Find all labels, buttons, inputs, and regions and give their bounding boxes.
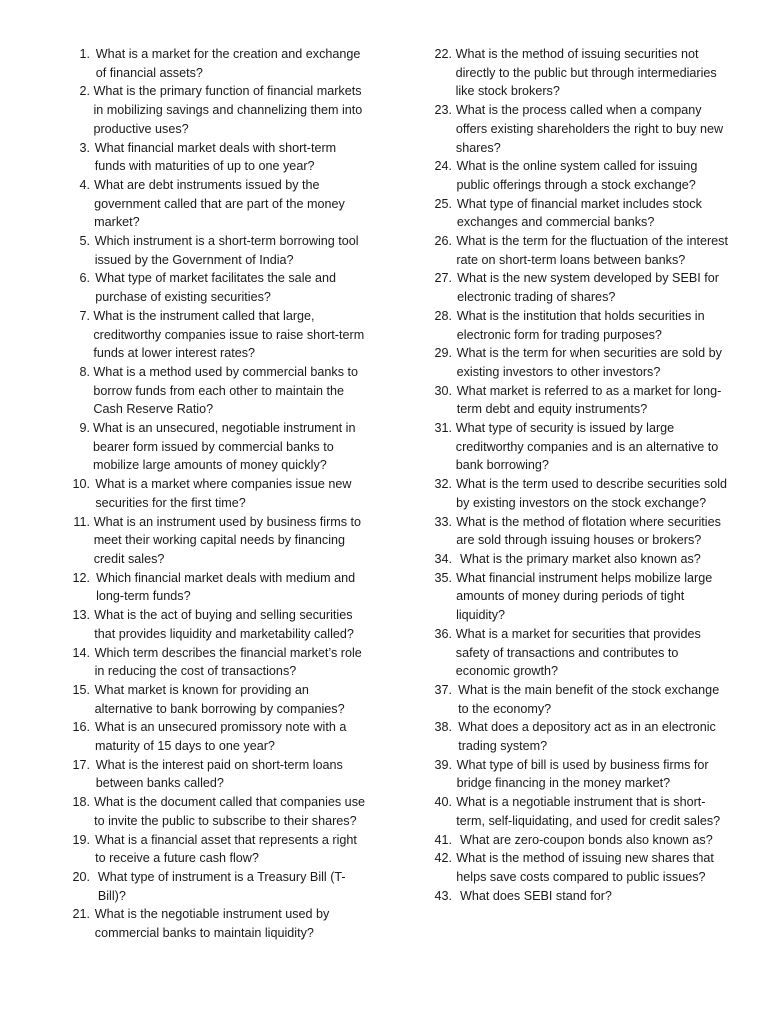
list-item — [58, 513, 368, 569]
list-item — [420, 157, 730, 194]
question-list-left — [58, 45, 368, 943]
question-number: 34. — [434, 551, 452, 566]
question-number: 16. — [72, 720, 90, 735]
list-item — [58, 82, 368, 138]
list-item — [420, 419, 730, 475]
question-number: 32. — [434, 477, 452, 492]
question-text: What is the negotiable instrument used by commercial banks to maintain liquidity? — [94, 907, 330, 941]
question-number: 19. — [72, 832, 90, 847]
question-text: What is the interest paid on short-term loans between banks called? — [95, 757, 343, 791]
question-number: 14. — [72, 645, 90, 660]
question-number: 43. — [434, 888, 452, 903]
list-item — [58, 905, 368, 942]
question-text: What does a depository act as in an electronic trading system? — [458, 720, 716, 754]
question-number: 12. — [72, 570, 90, 585]
question-text: Which instrument is a short-term borrowing tool issued by the Government of India? — [94, 234, 359, 267]
list-item — [420, 195, 730, 232]
question-number: 39. — [434, 757, 452, 772]
question-text: What is the institution that holds securities in electronic form for trading purposes? — [456, 308, 705, 342]
question-text: What is the method of flotation where securities are sold through issuing houses or brokers? — [456, 514, 721, 548]
question-number: 9. — [79, 421, 90, 436]
question-number: 17. — [72, 757, 90, 772]
list-item — [58, 176, 368, 232]
question-text: What financial instrument helps mobilize large amounts of money during periods of tight liquidity? — [456, 570, 713, 623]
question-number: 36. — [434, 626, 452, 641]
question-number: 38. — [434, 720, 452, 735]
list-item — [58, 868, 368, 905]
question-text: What is the online system called for issuing public offerings through a stock exchange? — [456, 159, 698, 192]
list-item — [420, 625, 730, 681]
question-text: Which financial market deals with medium and long-term funds? — [96, 570, 356, 604]
list-item — [58, 606, 368, 643]
list-item — [58, 718, 368, 755]
question-number: 8. — [79, 364, 90, 379]
question-text: What market is referred to as a market for long-term debt and equity instruments? — [456, 383, 722, 417]
list-item — [58, 831, 368, 868]
question-number: 20. — [72, 869, 90, 884]
list-item — [58, 756, 368, 793]
question-text: What is a negotiable instrument that is short-term, self-liquidating, and used for credit sales? — [456, 795, 721, 828]
question-text: What is the document called that companies use to invite the public to subscribe to their shares? — [94, 795, 365, 828]
list-item — [420, 269, 730, 306]
question-text: What is the term used to describe securities sold by existing investors on the stock exchange? — [456, 477, 728, 510]
question-text: What is the process called when a company offers existing shareholders the right to buy new shares? — [455, 103, 724, 155]
list-item — [58, 45, 368, 82]
question-text: What type of bill is used by business firms for bridge financing in the money market? — [456, 757, 709, 791]
question-number: 21. — [72, 907, 90, 922]
question-text: What is the instrument called that large, creditworthy companies issue to raise short-term funds at lower interest rates? — [93, 308, 365, 361]
list-item — [58, 419, 368, 475]
question-number: 6. — [79, 271, 90, 286]
list-item — [420, 101, 730, 157]
list-item — [58, 793, 368, 830]
question-text: What are debt instruments issued by the government called that are part of the money market? — [94, 177, 345, 230]
question-number: 1. — [79, 47, 90, 61]
question-text: What financial market deals with short-term funds with maturities of up to one year? — [94, 140, 337, 174]
list-item — [58, 307, 368, 363]
list-item — [420, 849, 730, 886]
list-item — [420, 45, 730, 101]
list-item — [58, 681, 368, 718]
question-number: 41. — [434, 832, 452, 847]
question-list-right — [420, 45, 730, 905]
question-text: What is an unsecured, negotiable instrument in bearer form issued by commercial banks to mobilize large amounts of money quickly? — [92, 421, 356, 473]
question-number: 27. — [434, 271, 452, 286]
question-text: What is an instrument used by business firms to meet their working capital needs by financing credit sales? — [93, 514, 362, 566]
list-item — [420, 232, 730, 269]
question-number: 33. — [434, 514, 452, 529]
question-number: 11. — [73, 514, 90, 529]
question-text: What is the term for the fluctuation of the interest rate on short-term loans between banks? — [456, 234, 728, 267]
list-item — [58, 644, 368, 681]
question-text: What is the new system developed by SEBI for electronic trading of shares? — [457, 271, 719, 305]
list-item — [420, 681, 730, 718]
list-item — [420, 513, 730, 550]
question-number: 3. — [79, 140, 90, 155]
question-text: What type of market facilitates the sale and purchase of existing securities? — [95, 271, 337, 305]
question-number: 42. — [434, 851, 452, 866]
question-text: What is the method of issuing new shares that helps save costs compared to public issues? — [456, 851, 714, 884]
question-text: What is the primary market also known as? — [460, 551, 701, 566]
question-text: What type of instrument is a Treasury Bill (T-Bill)? — [97, 869, 346, 903]
question-number: 23. — [434, 103, 452, 118]
question-number: 18. — [72, 795, 90, 810]
question-number: 31. — [434, 421, 452, 436]
list-item — [420, 475, 730, 512]
question-number: 2. — [79, 84, 90, 99]
question-number: 25. — [434, 196, 452, 211]
list-item — [58, 475, 368, 512]
list-item — [58, 569, 368, 606]
question-number: 4. — [79, 177, 90, 192]
question-number: 29. — [434, 346, 452, 361]
list-item — [420, 793, 730, 830]
question-text: What is an unsecured promissory note with a maturity of 15 days to one year? — [95, 720, 347, 754]
question-number: 10. — [72, 477, 90, 492]
list-item — [420, 831, 730, 850]
question-number: 35. — [434, 570, 452, 585]
question-number: 40. — [434, 795, 452, 810]
list-item — [420, 756, 730, 793]
question-text: What type of security is issued by large creditworthy companies and is an alternative to bank borrowing? — [455, 421, 719, 473]
question-number: 15. — [72, 682, 90, 697]
question-text: What does SEBI stand for? — [460, 888, 612, 903]
list-item — [420, 887, 730, 906]
list-item — [420, 382, 730, 419]
list-item — [58, 269, 368, 306]
question-text: What are zero-coupon bonds also known as? — [460, 832, 713, 847]
question-number: 26. — [434, 234, 452, 249]
list-item — [420, 307, 730, 344]
question-number: 37. — [434, 682, 452, 697]
question-text: What is a market where companies issue new securities for the first time? — [95, 477, 352, 510]
question-number: 7. — [79, 308, 90, 323]
question-text: What is a market for securities that provides safety of transactions and contributes to economic growth? — [455, 626, 701, 679]
question-text: What is the method of issuing securities not directly to the public but through intermediaries like stock brokers? — [455, 47, 717, 99]
question-text: What type of financial market includes stock exchanges and commercial banks? — [456, 196, 702, 230]
list-item — [58, 363, 368, 419]
question-number: 13. — [72, 608, 90, 623]
list-item — [58, 232, 368, 269]
question-text: What is the term for when securities are sold by existing investors to other investors? — [456, 346, 722, 379]
list-item — [420, 569, 730, 625]
question-number: 22. — [434, 47, 452, 61]
question-text: What is a method used by commercial banks to borrow funds from each other to maintain the Cash Reserve Ratio? — [93, 364, 359, 417]
question-text: What market is known for providing an alternative to bank borrowing by companies? — [94, 682, 345, 716]
list-item — [420, 550, 730, 569]
question-number: 24. — [434, 159, 452, 174]
list-item — [420, 718, 730, 755]
question-text: What is a market for the creation and exchange of financial assets? — [95, 47, 361, 80]
list-item — [420, 344, 730, 381]
question-text: What is a financial asset that represents a right to receive a future cash flow? — [95, 832, 357, 866]
question-number: 28. — [434, 308, 452, 323]
question-text: Which term describes the financial market’s role in reducing the cost of transactions? — [94, 645, 362, 679]
question-text: What is the main benefit of the stock exchange to the economy? — [458, 682, 720, 716]
question-number: 30. — [434, 383, 452, 398]
list-item — [58, 139, 368, 176]
question-number: 5. — [79, 234, 90, 249]
question-text: What is the primary function of financial markets in mobilizing savings and channelizing them into productive uses? — [93, 84, 363, 136]
question-text: What is the act of buying and selling securities that provides liquidity and marketability called? — [94, 608, 354, 641]
